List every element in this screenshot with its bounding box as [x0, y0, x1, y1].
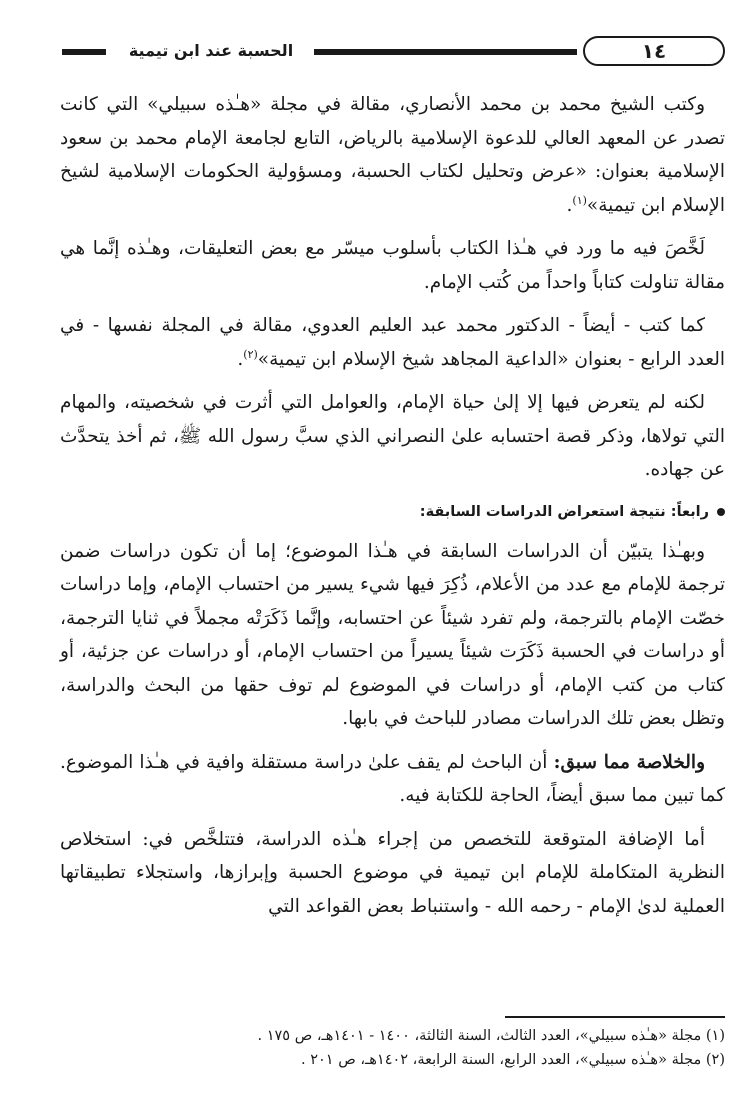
- paragraph: أما الإضافة المتوقعة للتخصص من إجراء هـٰذه الدراسة، فتتلخَّص في: استخلاص النظرية المتكاملة للإمام ابن تيمية في موضوع الحسبة وإبرازها، واستجلاء تطبيقاتها العملية لدىٰ الإمام - رحمه الله - واستنباط بعض القواعد التي: [60, 828, 725, 917]
- paragraph-text: كما كتب - أيضاً - الدكتور محمد عبد العليم العدوي، مقالة في المجلة نفسها - في العدد الرابع - بعنوان «الداعية المجاهد شيخ الإسلام ابن تيمية»: [60, 315, 725, 370]
- footnote-ref: (٢): [243, 347, 258, 361]
- header-rule: [314, 49, 577, 55]
- paragraph-end: .: [237, 348, 244, 370]
- bullet-icon: [717, 508, 725, 516]
- section-heading: [60, 501, 725, 523]
- paragraph: لكنه لم يتعرض فيها إلا إلىٰ حياة الإمام، والعوامل التي أثرت في شخصيته، والمهام التي تولاها، وذكر قصة احتسابه علىٰ النصراني الذي سبَّ رسول الله ﷺ، ثم أخذ يتحدَّث عن جهاده.: [60, 392, 725, 480]
- paragraph: وبهـٰذا يتبيّن أن الدراسات السابقة في هـٰذا الموضوع؛ إما أن تكون دراسات ضمن ترجمة للإمام مع عدد من الأعلام، ذُكِرَ فيها شيء يسير من احتساب الإمام، وإما دراسات خصّت الإمام بالترجمة، ولم تفرد شيئاً عن احتسابه، وإنَّما ذَكَرَتْه مجملاً في ثنايا الترجمة، أو دراسات في الحسبة ذَكَرَت شيئاً يسيراً من احتساب الإمام، أو دراسات عن جزئية، أو كتاب من كتب الإمام، أو دراسات في الموضوع لم توف حقها من البحث والدراسة، وتظل بعض تلك الدراسات مصادر للباحث في بابها.: [60, 540, 725, 729]
- footnote: (١) مجلة «هـٰذه سبيلي»، العدد الثالث، السنة الثالثة، ١٤٠٠ - ١٤٠١هـ، ص ١٧٥ .: [257, 1028, 725, 1044]
- conclusion-lead: والخلاصة مما سبق:: [553, 751, 705, 773]
- page-number: ١٤: [583, 36, 725, 66]
- paragraph-end: .: [566, 194, 573, 216]
- footnotes: [35, 1024, 725, 1072]
- running-title: الحسبة عند ابن تيمية: [128, 41, 294, 60]
- running-header: [42, 36, 725, 70]
- footnote-ref: (١): [572, 193, 587, 207]
- paragraph-text: وكتب الشيخ محمد بن محمد الأنصاري، مقالة في مجلة «هـٰذه سبيلي» التي كانت تصدر عن المعهد العالي للدعوة الإسلامية بالرياض، التابع لجامعة الإمام محمد بن سعود الإسلامية بعنوان: «عرض وتحليل لكتاب الحسبة، ومسؤولية الحكومات الإسلامية لشيخ الإسلام ابن تيمية»: [60, 94, 725, 216]
- page-body: [60, 88, 725, 933]
- header-rule-end: [62, 49, 106, 55]
- paragraph: [60, 88, 725, 222]
- paragraph: [60, 309, 725, 376]
- paragraph-text: أن الباحث لم يقف علىٰ دراسة مستقلة وافية في هـٰذا الموضوع. كما تبين مما سبق أيضاً، الحاجة للكتابة فيه.: [60, 751, 725, 806]
- section-heading-text: رابعاً: نتيجة استعراض الدراسات السابقة:: [419, 503, 709, 520]
- footnote-separator: [505, 1016, 725, 1018]
- paragraph: لَخَّصَ فيه ما ورد في هـٰذا الكتاب بأسلوب ميسّر مع بعض التعليقات، وهـٰذه إنَّما هي مقالة تناولت كتاباً واحداً من كُتب الإمام.: [60, 238, 725, 293]
- paragraph: [60, 746, 725, 813]
- footnote: (٢) مجلة «هـٰذه سبيلي»، العدد الرابع، السنة الرابعة، ١٤٠٢هـ، ص ٢٠١ .: [301, 1052, 725, 1068]
